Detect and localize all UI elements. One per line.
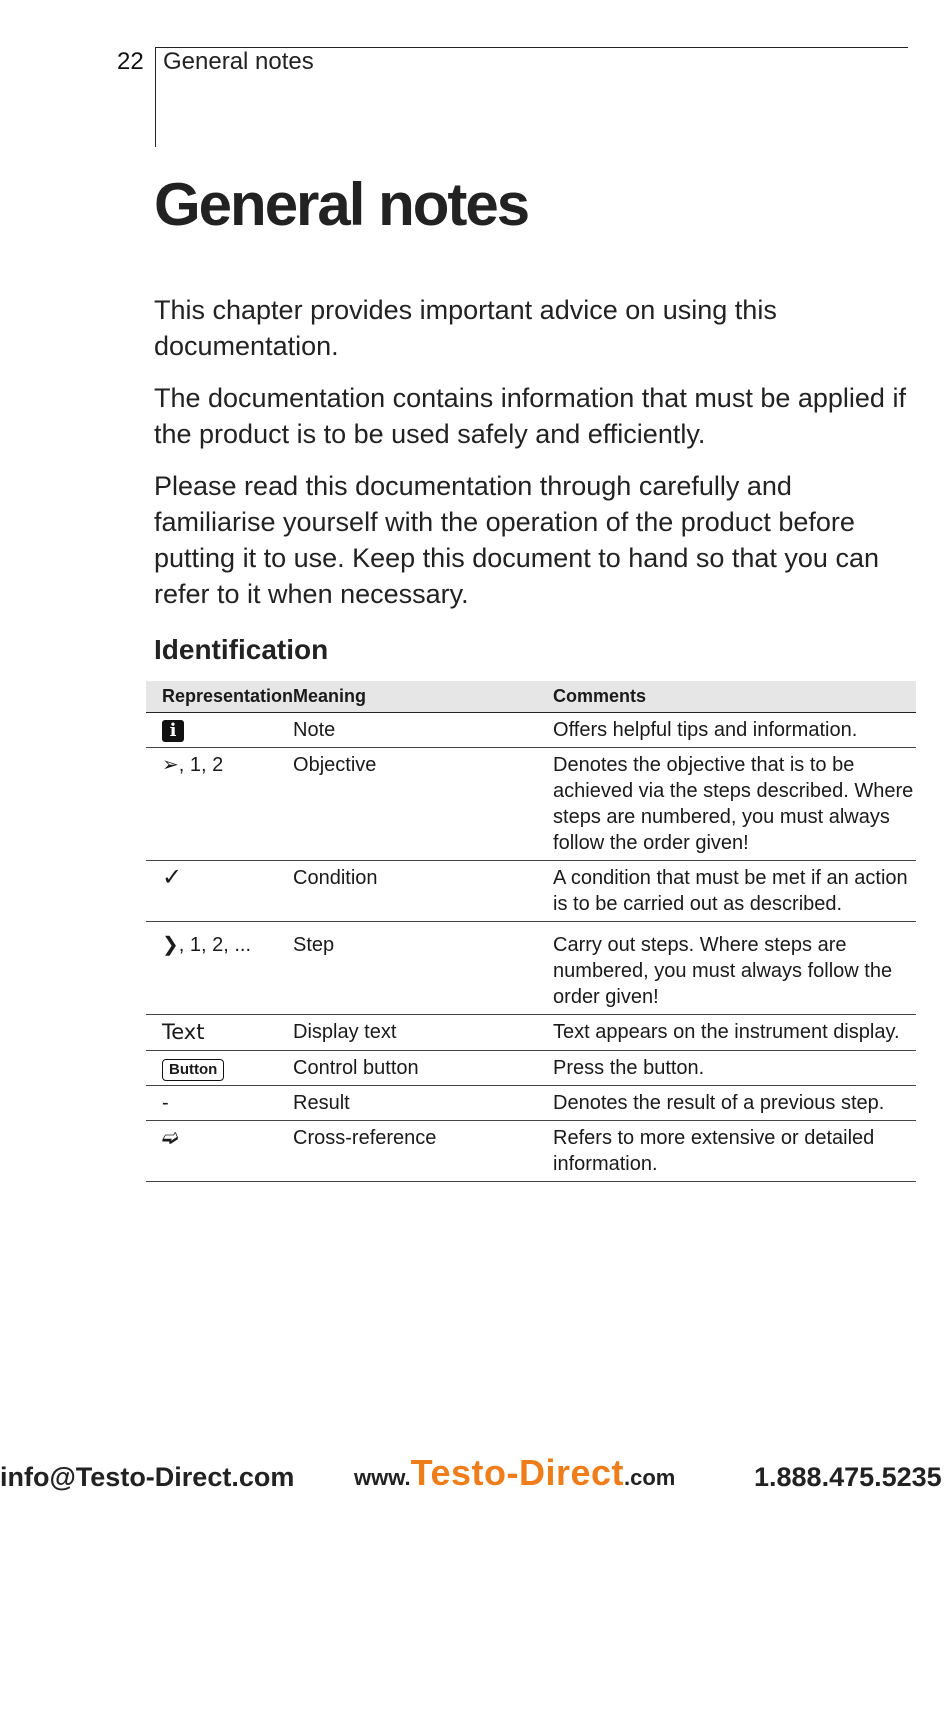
meaning-cell: Note — [293, 713, 553, 748]
running-title: General notes — [163, 48, 314, 75]
comment-cell: Offers helpful tips and information. — [553, 713, 916, 748]
button-sample-cell — [146, 1051, 293, 1086]
comment-cell: Denotes the objective that is to be achieved via the steps described. Where steps are numbered, you must always follow the order given! — [553, 748, 916, 861]
table-header-row — [146, 681, 916, 713]
table-row — [146, 922, 916, 1015]
display-text-sample — [146, 1015, 293, 1051]
comment-cell: Denotes the result of a previous step. — [553, 1086, 916, 1121]
intro-paragraph: The documentation contains information that must be applied if the product is to be used safely and efficiently. — [154, 383, 906, 449]
footer-website — [354, 1452, 675, 1494]
cross-reference-icon: ➫ — [146, 1121, 293, 1182]
checkmark-icon: ✓ — [146, 861, 293, 922]
meaning-cell: Result — [293, 1086, 553, 1121]
table-row — [146, 1121, 916, 1182]
comment-cell: A condition that must be met if an action is to be carried out as described. — [553, 861, 916, 922]
step-symbol: ❯, 1, 2, ... — [146, 922, 293, 1015]
meaning-cell: Objective — [293, 748, 553, 861]
result-symbol: - — [146, 1086, 293, 1121]
button-sample-icon: Button — [162, 1059, 224, 1081]
intro-paragraph: This chapter provides important advice on using this documentation. — [154, 295, 777, 361]
web-brand: Testo-Direct — [410, 1452, 625, 1493]
objective-symbol: ➢, 1, 2 — [146, 748, 293, 861]
footer — [0, 1452, 950, 1502]
intro-paragraph: Please read this documentation through carefully and familiarise yourself with the operation of the product before putting it to use. Keep this document to hand so that you can refer to it when necessary. — [154, 471, 879, 609]
footer-email: info@Testo-Direct.com — [0, 1462, 295, 1492]
footer-phone: 1.888.475.5235 — [754, 1462, 942, 1492]
intro-text — [154, 292, 914, 628]
representation-cell — [146, 713, 293, 748]
table-row — [146, 1086, 916, 1121]
page-number: 22 — [117, 48, 144, 75]
chapter-title: General notes — [154, 171, 529, 238]
comment-cell: Text appears on the instrument display. — [553, 1015, 916, 1051]
comment-cell: Carry out steps. Where steps are numbered, you must always follow the order given! — [553, 922, 916, 1015]
table-row — [146, 713, 916, 748]
column-header-meaning: Meaning — [293, 681, 553, 713]
section-heading: Identification — [154, 634, 329, 665]
meaning-cell: Step — [293, 922, 553, 1015]
column-header-representation: Representation — [146, 681, 293, 713]
table-row — [146, 1015, 916, 1051]
web-prefix: www. — [354, 1465, 411, 1490]
column-header-comments: Comments — [553, 681, 916, 713]
meaning-cell: Control button — [293, 1051, 553, 1086]
table-row — [146, 748, 916, 861]
meaning-cell: Cross-reference — [293, 1121, 553, 1182]
info-icon: i — [162, 720, 184, 742]
meaning-cell: Display text — [293, 1015, 553, 1051]
comment-cell: Press the button. — [553, 1051, 916, 1086]
table-row — [146, 861, 916, 922]
header-rule-vertical — [155, 47, 156, 147]
meaning-cell: Condition — [293, 861, 553, 922]
web-suffix: .com — [624, 1465, 676, 1490]
comment-cell: Refers to more extensive or detailed information. — [553, 1121, 916, 1182]
identification-table — [146, 681, 916, 1182]
display-text-sample-label: Text — [162, 1020, 205, 1044]
table-row — [146, 1051, 916, 1086]
